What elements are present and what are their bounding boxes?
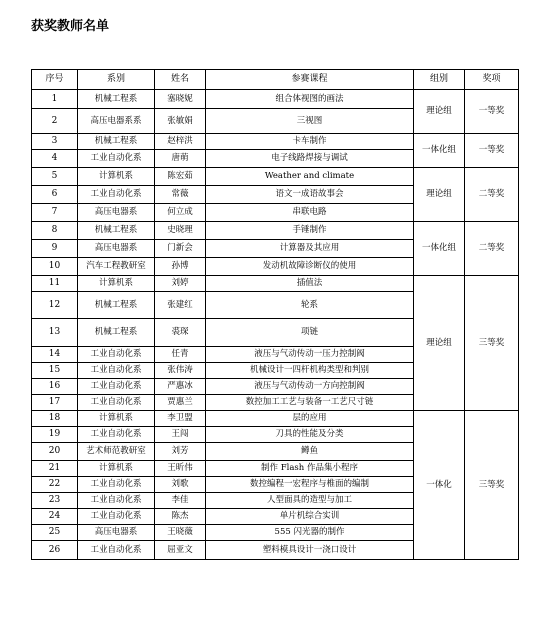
row-course: 电子线路焊接与调试 bbox=[206, 150, 414, 168]
row-teacher-name: 李卫盟 bbox=[155, 411, 206, 427]
table-row bbox=[32, 90, 519, 109]
row-index: 26 bbox=[32, 541, 78, 560]
row-course: 插值法 bbox=[206, 276, 414, 292]
row-teacher-name: 陈宏茹 bbox=[155, 168, 206, 186]
row-index: 17 bbox=[32, 395, 78, 411]
row-department: 机械工程系 bbox=[78, 319, 155, 347]
row-course: 机械设计一四杆机构类型和判别 bbox=[206, 363, 414, 379]
row-teacher-name: 陈杰 bbox=[155, 509, 206, 525]
row-group: 理论组 bbox=[414, 90, 465, 134]
table-header-row bbox=[32, 70, 519, 90]
header-group: 组别 bbox=[414, 70, 465, 90]
row-teacher-name: 李佳 bbox=[155, 493, 206, 509]
row-department: 高压电器系 bbox=[78, 525, 155, 541]
row-department: 工业自动化系 bbox=[78, 150, 155, 168]
row-award: 二等奖 bbox=[465, 168, 519, 222]
row-teacher-name: 屈亚文 bbox=[155, 541, 206, 560]
row-course: 塑料模具设计一浇口设计 bbox=[206, 541, 414, 560]
table-row bbox=[32, 134, 519, 150]
row-group: 一体化组 bbox=[414, 134, 465, 168]
row-department: 计算机系 bbox=[78, 461, 155, 477]
table-row bbox=[32, 222, 519, 240]
row-teacher-name: 刘歌 bbox=[155, 477, 206, 493]
row-department: 工业自动化系 bbox=[78, 477, 155, 493]
row-course: 刀具的性能及分类 bbox=[206, 427, 414, 443]
row-teacher-name: 贾惠兰 bbox=[155, 395, 206, 411]
row-teacher-name: 王晓薇 bbox=[155, 525, 206, 541]
row-course: 手锤制作 bbox=[206, 222, 414, 240]
header-department: 系别 bbox=[78, 70, 155, 90]
table-row bbox=[32, 411, 519, 427]
row-department: 计算机系 bbox=[78, 411, 155, 427]
row-course: 三视图 bbox=[206, 109, 414, 134]
row-department: 工业自动化系 bbox=[78, 395, 155, 411]
row-group: 理论组 bbox=[414, 276, 465, 411]
row-course: 数控加工工艺与装备一工艺尺寸链 bbox=[206, 395, 414, 411]
row-department: 高压电器系 bbox=[78, 240, 155, 258]
row-index: 5 bbox=[32, 168, 78, 186]
row-course: 555 闪光器的制作 bbox=[206, 525, 414, 541]
row-teacher-name: 常薇 bbox=[155, 186, 206, 204]
row-teacher-name: 裘琛 bbox=[155, 319, 206, 347]
row-department: 机械工程系 bbox=[78, 222, 155, 240]
row-index: 20 bbox=[32, 443, 78, 461]
table-body bbox=[32, 90, 519, 560]
award-table bbox=[31, 69, 519, 560]
row-course: 液压与气动传动一方向控制阀 bbox=[206, 379, 414, 395]
row-teacher-name: 张伟涛 bbox=[155, 363, 206, 379]
row-department: 艺术师范教研室 bbox=[78, 443, 155, 461]
row-department: 工业自动化系 bbox=[78, 493, 155, 509]
row-teacher-name: 塞晓妮 bbox=[155, 90, 206, 109]
header-index: 序号 bbox=[32, 70, 78, 90]
row-course: 制作 Flash 作品集小程序 bbox=[206, 461, 414, 477]
row-course: Weather and climate bbox=[206, 168, 414, 186]
row-index: 24 bbox=[32, 509, 78, 525]
row-index: 7 bbox=[32, 204, 78, 222]
row-course: 液压与气动传动一压力控制阀 bbox=[206, 347, 414, 363]
row-course: 项链 bbox=[206, 319, 414, 347]
row-teacher-name: 何立成 bbox=[155, 204, 206, 222]
row-index: 8 bbox=[32, 222, 78, 240]
row-department: 计算机系 bbox=[78, 168, 155, 186]
row-award: 二等奖 bbox=[465, 222, 519, 276]
row-teacher-name: 张建红 bbox=[155, 292, 206, 319]
row-index: 25 bbox=[32, 525, 78, 541]
row-course: 人型面具的造型与加工 bbox=[206, 493, 414, 509]
row-department: 工业自动化系 bbox=[78, 347, 155, 363]
row-index: 11 bbox=[32, 276, 78, 292]
row-department: 高压电器系系 bbox=[78, 109, 155, 134]
row-index: 3 bbox=[32, 134, 78, 150]
row-index: 2 bbox=[32, 109, 78, 134]
row-index: 1 bbox=[32, 90, 78, 109]
row-index: 4 bbox=[32, 150, 78, 168]
row-index: 16 bbox=[32, 379, 78, 395]
row-award: 三等奖 bbox=[465, 276, 519, 411]
row-department: 机械工程系 bbox=[78, 134, 155, 150]
row-index: 10 bbox=[32, 258, 78, 276]
row-course: 组合体视图的画法 bbox=[206, 90, 414, 109]
row-department: 工业自动化系 bbox=[78, 509, 155, 525]
row-award: 一等奖 bbox=[465, 90, 519, 134]
row-course: 数控编程一宏程序与椎面的编制 bbox=[206, 477, 414, 493]
row-teacher-name: 任青 bbox=[155, 347, 206, 363]
row-department: 工业自动化系 bbox=[78, 427, 155, 443]
row-index: 18 bbox=[32, 411, 78, 427]
row-teacher-name: 刘芳 bbox=[155, 443, 206, 461]
row-department: 机械工程系 bbox=[78, 90, 155, 109]
row-teacher-name: 唐萌 bbox=[155, 150, 206, 168]
row-group: 理论组 bbox=[414, 168, 465, 222]
row-award: 一等奖 bbox=[465, 134, 519, 168]
row-teacher-name: 赵梓洪 bbox=[155, 134, 206, 150]
header-award: 奖项 bbox=[465, 70, 519, 90]
page-title: 获奖教师名单 bbox=[31, 19, 110, 34]
row-department: 机械工程系 bbox=[78, 292, 155, 319]
row-course: 卡车制作 bbox=[206, 134, 414, 150]
table-row bbox=[32, 276, 519, 292]
row-department: 工业自动化系 bbox=[78, 541, 155, 560]
row-index: 21 bbox=[32, 461, 78, 477]
row-department: 工业自动化系 bbox=[78, 379, 155, 395]
row-teacher-name: 王闯 bbox=[155, 427, 206, 443]
row-index: 23 bbox=[32, 493, 78, 509]
row-department: 工业自动化系 bbox=[78, 363, 155, 379]
row-award: 三等奖 bbox=[465, 411, 519, 560]
row-teacher-name: 刘婷 bbox=[155, 276, 206, 292]
row-course: 发动机故障诊断仪的使用 bbox=[206, 258, 414, 276]
header-name: 姓名 bbox=[155, 70, 206, 90]
row-course: 语文一成语故事会 bbox=[206, 186, 414, 204]
row-index: 13 bbox=[32, 319, 78, 347]
row-index: 22 bbox=[32, 477, 78, 493]
row-teacher-name: 严惠冰 bbox=[155, 379, 206, 395]
row-index: 19 bbox=[32, 427, 78, 443]
row-course: 层的应用 bbox=[206, 411, 414, 427]
row-index: 15 bbox=[32, 363, 78, 379]
row-department: 高压电器系 bbox=[78, 204, 155, 222]
row-department: 汽车工程教研室 bbox=[78, 258, 155, 276]
row-course: 计算器及其应用 bbox=[206, 240, 414, 258]
header-course: 参赛课程 bbox=[206, 70, 414, 90]
row-teacher-name: 孙博 bbox=[155, 258, 206, 276]
row-teacher-name: 王昕伟 bbox=[155, 461, 206, 477]
row-group: 一体化组 bbox=[414, 222, 465, 276]
row-department: 工业自动化系 bbox=[78, 186, 155, 204]
row-group: 一体化 bbox=[414, 411, 465, 560]
row-teacher-name: 张敏娟 bbox=[155, 109, 206, 134]
row-department: 计算机系 bbox=[78, 276, 155, 292]
row-index: 12 bbox=[32, 292, 78, 319]
row-teacher-name: 门新会 bbox=[155, 240, 206, 258]
row-course: 鳟鱼 bbox=[206, 443, 414, 461]
row-index: 14 bbox=[32, 347, 78, 363]
row-index: 9 bbox=[32, 240, 78, 258]
row-course: 轮系 bbox=[206, 292, 414, 319]
row-course: 串联电路 bbox=[206, 204, 414, 222]
row-teacher-name: 史晓理 bbox=[155, 222, 206, 240]
row-course: 单片机综合实训 bbox=[206, 509, 414, 525]
row-index: 6 bbox=[32, 186, 78, 204]
table-row bbox=[32, 168, 519, 186]
